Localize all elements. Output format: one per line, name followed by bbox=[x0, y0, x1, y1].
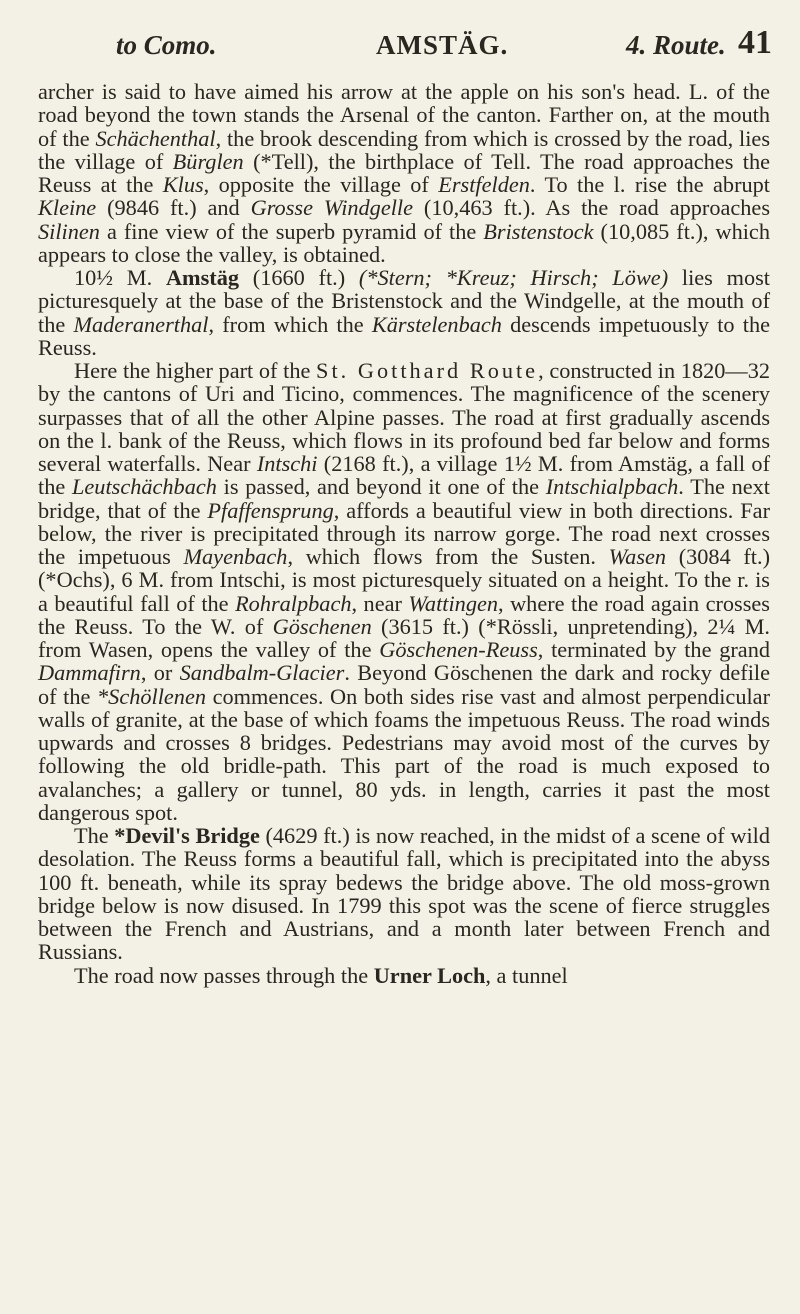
text-segment: Maderanerthal bbox=[73, 311, 209, 337]
text-segment: Erstfelden bbox=[438, 172, 530, 197]
text-segment: (10,463 ft.). As the road approaches bbox=[413, 195, 771, 221]
text-segment: a fine view of the superb pyramid of the bbox=[99, 218, 484, 244]
text-segment: , where the road again crosses the Reuss. To the W. of bbox=[38, 590, 770, 639]
text-segment: (2168 ft.), a village 1½ M. from Amstäg, a fall of the bbox=[38, 451, 770, 500]
text-segment: Pfaffensprung bbox=[207, 497, 334, 523]
header-left: to Como. bbox=[116, 30, 217, 60]
text-segment: Göschenen bbox=[272, 613, 372, 639]
text-segment: . To the l. rise the abrupt bbox=[529, 172, 770, 197]
text-segment: 10½ M. bbox=[74, 265, 166, 290]
text-segment: Amstäg bbox=[165, 265, 240, 290]
text-segment: (*Stern; *Kreuz; Hirsch; Löwe) bbox=[358, 265, 669, 290]
text-segment: . Beyond Göschenen the dark and rocky defile of the bbox=[38, 660, 771, 709]
text-segment: St. Gotthard Route bbox=[316, 358, 539, 383]
text-segment: Kleine bbox=[38, 195, 97, 221]
text-segment: commences. On both sides rise vast and almost perpendicular walls of granite, at the base of which foams the impetuous Reuss. The road winds upwards and crosses 8 bridges. Pedestrians may avoid most of the curves by following the old bridle-path. This part of the road is much exposed to avalanches; a gallery or tunnel, 80 yds. in length, carries it past the most dangerous spot. bbox=[38, 683, 770, 825]
text-segment: (10,085 ft.), which appears to close the valley, is obtained. bbox=[38, 218, 770, 267]
text-segment: , a tunnel bbox=[485, 962, 568, 988]
text-segment: Mayenbach bbox=[183, 544, 288, 569]
text-segment: Grosse Windgelle bbox=[250, 195, 414, 221]
text-segment: Dammafirn bbox=[38, 660, 141, 686]
paragraph bbox=[38, 266, 770, 359]
text-segment: (1660 ft.) bbox=[239, 265, 359, 290]
text-segment: , near bbox=[351, 590, 409, 616]
text-segment: *Schöllenen bbox=[97, 683, 206, 709]
header-route: 4. Route. bbox=[626, 30, 726, 60]
text-segment: , the brook descending from which is crossed by the road, lies the village of bbox=[38, 125, 770, 174]
text-segment: (*Tell), the birthplace of Tell. The road approaches the Reuss at the bbox=[38, 148, 771, 197]
text-segment: archer is said to have aimed his arrow at the apple on his son's head. L. of the road beyond the town stands the Arsenal of the canton. Farther on, at the mouth of the bbox=[38, 79, 770, 151]
text-segment: Sandbalm-Glacier bbox=[179, 660, 345, 686]
page-number: 41 bbox=[738, 24, 772, 61]
text-segment: Bristenstock bbox=[483, 218, 594, 244]
text-segment: , opposite the village of bbox=[203, 172, 439, 197]
text-segment: , which flows from the Susten. bbox=[287, 544, 609, 569]
text-segment: Kärstelenbach bbox=[371, 311, 502, 337]
text-segment: . The next bridge, that of the bbox=[38, 474, 770, 523]
text-segment: , terminated by the grand bbox=[537, 637, 770, 662]
text-segment: *Devil's Bridge bbox=[114, 823, 260, 848]
body-text bbox=[38, 80, 770, 987]
text-segment: (3084 ft.) (*Ochs), 6 M. from Intschi, is most picturesquely situated on a height. To the r. is a beautiful fall of the bbox=[38, 544, 770, 616]
running-header bbox=[38, 0, 770, 80]
text-segment: The road now passes through the bbox=[74, 962, 374, 988]
text-segment: Göschenen-Reuss bbox=[379, 637, 538, 662]
text-segment: lies most picturesquely at the base of the Bristenstock and the Windgelle, at the mouth of the bbox=[38, 265, 770, 337]
text-segment: is passed, and beyond it one of the bbox=[216, 474, 546, 500]
text-segment: Leutschächbach bbox=[72, 474, 217, 500]
paragraph bbox=[38, 824, 770, 964]
text-segment: Klus bbox=[162, 172, 204, 197]
text-segment: Bürglen bbox=[172, 148, 244, 174]
text-segment: Silinen bbox=[38, 218, 100, 244]
text-segment: , from which the bbox=[208, 311, 372, 337]
text-segment: Here the higher part of the bbox=[74, 358, 317, 383]
text-segment: Intschialpbach bbox=[545, 474, 679, 500]
text-segment: descends impetuously to the Reuss. bbox=[38, 311, 770, 360]
text-segment: The bbox=[74, 823, 115, 848]
paragraph bbox=[38, 359, 770, 824]
text-segment: Wattingen bbox=[408, 590, 499, 616]
text-segment: Urner Loch bbox=[373, 962, 486, 988]
text-segment: Wasen bbox=[608, 544, 667, 569]
text-segment: (3615 ft.) (*Rössli, unpretending), 2¼ M. from Wasen, opens the valley of the bbox=[38, 613, 770, 662]
text-segment: , constructed in 1820—32 by the cantons of Uri and Ticino, commences. The magnificence of the scenery surpasses that of all the other Alpine passes. The road at first gradually ascends on the l. bank of the Reuss, which flows in its profound bed far below and forms several waterfalls. Near bbox=[38, 358, 770, 476]
text-segment: Intschi bbox=[256, 451, 318, 476]
text-segment: , affords a beautiful view in both directions. Far below, the river is precipitated through its narrow gorge. The road next crosses the impetuous bbox=[38, 497, 770, 569]
header-center: AMSTÄG. bbox=[376, 30, 509, 60]
text-segment: (9846 ft.) and bbox=[96, 195, 251, 221]
text-segment: (4629 ft.) is now reached, in the midst of a scene of wild desolation. The Reuss forms a beautiful fall, which is precipitated into the abyss 100 ft. beneath, while its spray bedews the bridge above. The old moss-grown bridge below is now disused. In 1799 this spot was the scene of fierce struggles between the French and Austrians, and a month later between French and Russians. bbox=[38, 823, 770, 965]
text-segment: , or bbox=[140, 660, 180, 686]
paragraph bbox=[38, 80, 770, 266]
text-segment: Schächenthal bbox=[95, 125, 216, 151]
text-segment: Rohralpbach bbox=[235, 590, 352, 616]
paragraph bbox=[38, 964, 770, 987]
